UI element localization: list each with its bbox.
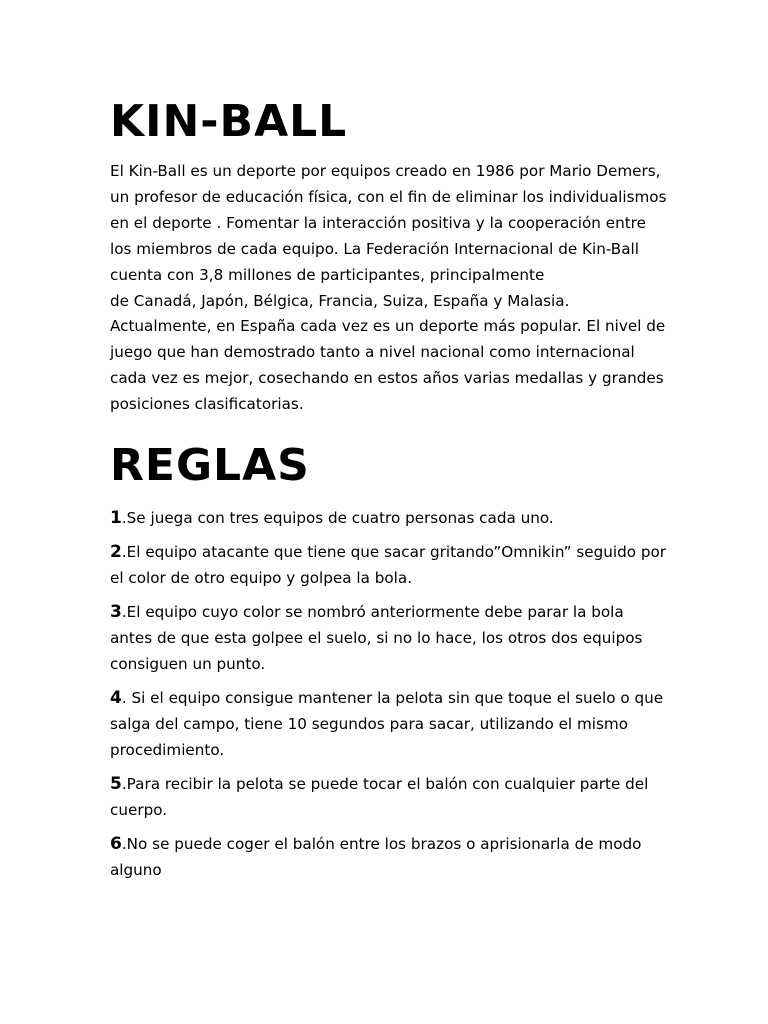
- rule-number: 6: [110, 834, 122, 855]
- intro-paragraph-2: de Canadá, Japón, Bélgica, Francia, Suiza, España y Malasia. Actualmente, en España cada vez es un deporte más popular. El nivel de juego que han demostrado tanto a nivel nacional como internacional cada vez es mejor, cosechando en estos años varias medallas y grandes posiciones clasificatorias.: [110, 291, 666, 414]
- rule-item-2: [110, 539, 670, 591]
- rule-number: 2: [110, 542, 122, 563]
- rule-item-6: [110, 831, 670, 883]
- intro-section: [110, 159, 670, 418]
- rules-list: [110, 505, 670, 883]
- rule-item-4: [110, 685, 670, 763]
- rule-item-5: [110, 771, 670, 823]
- rule-number: 3: [110, 602, 122, 623]
- rules-heading: REGLAS: [110, 440, 310, 492]
- rule-text: .El equipo atacante que tiene que sacar gritando”Omnikin” seguido por el color de otro equipo y golpea la bola.: [110, 543, 667, 588]
- rule-text: .Para recibir la pelota se puede tocar el balón con cualquier parte del cuerpo.: [110, 775, 649, 820]
- rule-text: . Si el equipo consigue mantener la pelota sin que toque el suelo o que salga del campo, tiene 10 segundos para sacar, utilizando el mismo procedimiento.: [110, 689, 664, 760]
- rule-number: 1: [110, 508, 122, 529]
- rule-item-3: [110, 599, 670, 677]
- document-title: KIN-BALL: [110, 96, 348, 147]
- document-page: [110, 92, 670, 891]
- rule-number: 5: [110, 774, 122, 795]
- rule-text: .Se juega con tres equipos de cuatro personas cada uno.: [121, 509, 554, 528]
- rule-text: .No se puede coger el balón entre los brazos o aprisionarla de modo alguno: [110, 835, 642, 880]
- rule-text: .El equipo cuyo color se nombró anteriormente debe parar la bola antes de que esta golpee el suelo, si no lo hace, los otros dos equipos consiguen un punto.: [110, 603, 643, 674]
- intro-paragraph-1: El Kin-Ball es un deporte por equipos creado en 1986 por Mario Demers, un profesor de educación física, con el fin de eliminar los individualismos en el deporte . Fomentar la interacción positiva y la cooperación entre los miembros de cada equipo. La Federación Internacional de Kin-Ball cuenta con 3,8 millones de participantes, principalmente: [110, 162, 667, 284]
- rule-number: 4: [110, 688, 122, 709]
- rule-item-1: [110, 505, 670, 531]
